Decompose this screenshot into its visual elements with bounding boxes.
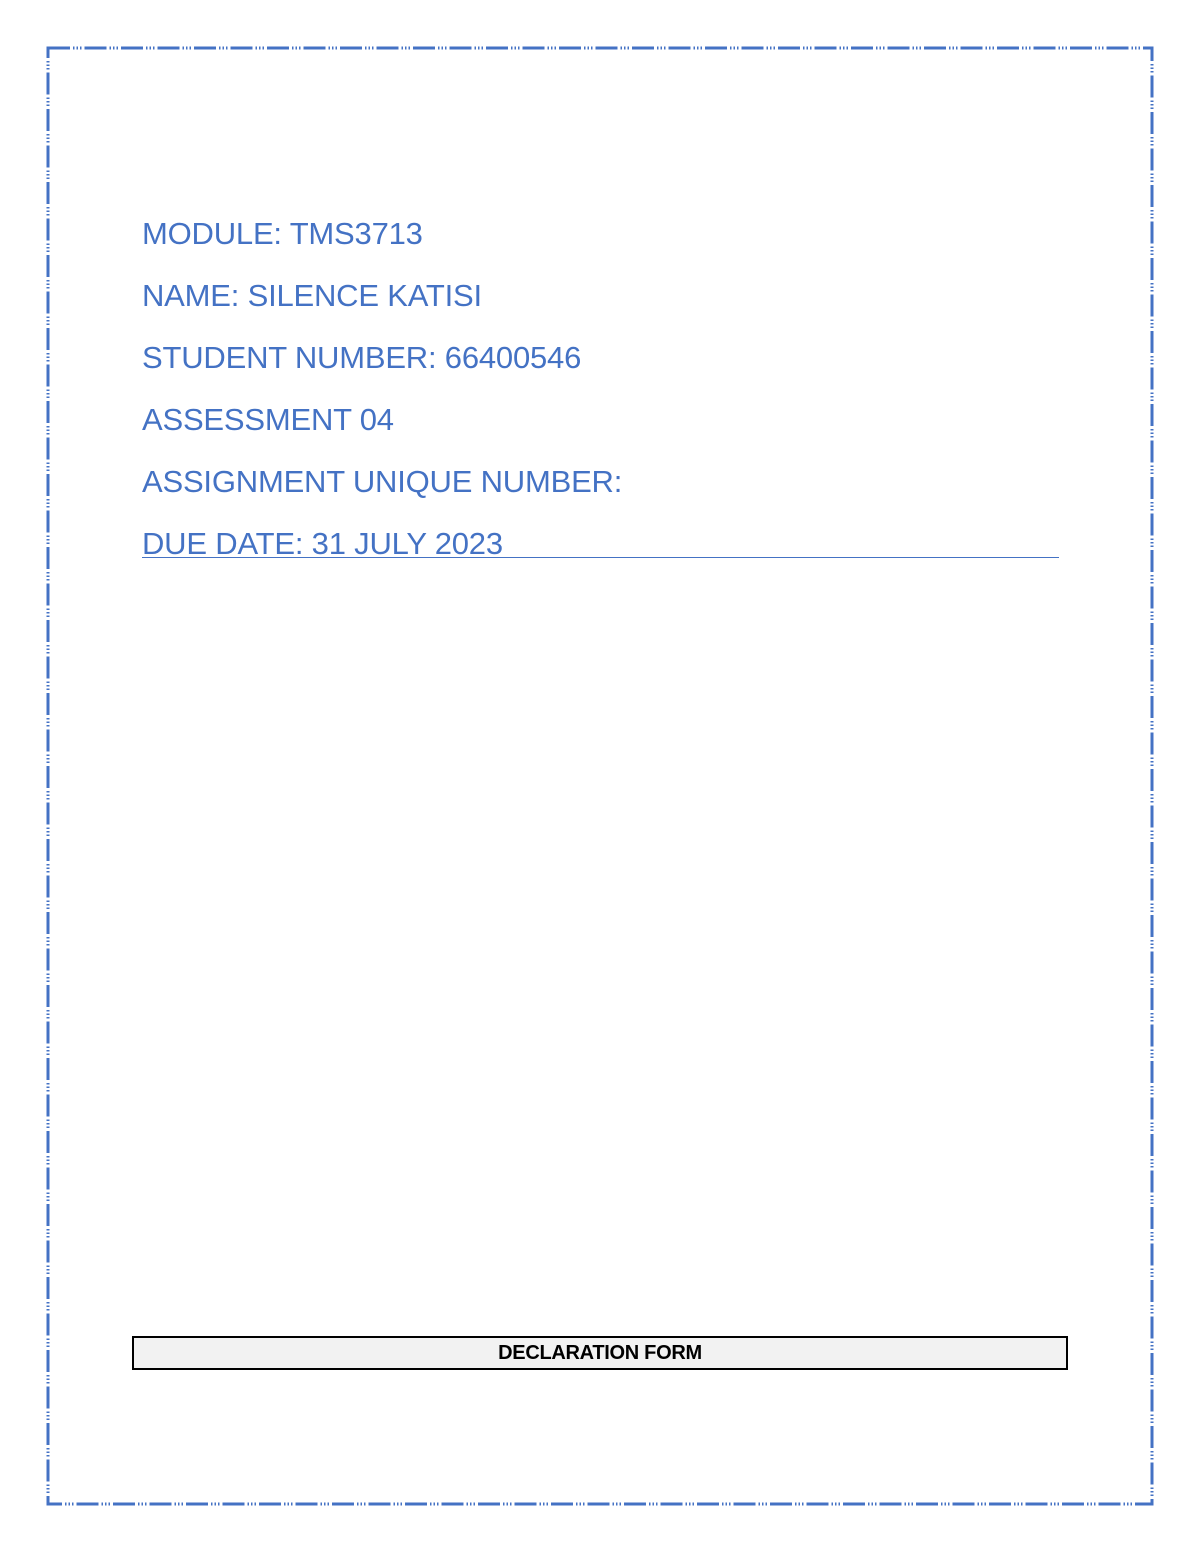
due-date-line: DUE DATE: 31 JULY 2023 — [142, 526, 503, 561]
module-line: MODULE: TMS3713 — [142, 216, 423, 251]
cover-info-block — [142, 203, 1059, 575]
assessment-line: ASSESSMENT 04 — [142, 402, 394, 437]
name-line: NAME: SILENCE KATISI — [142, 278, 482, 313]
declaration-form-header — [132, 1336, 1068, 1370]
student-number-line: STUDENT NUMBER: 66400546 — [142, 340, 582, 375]
declaration-form-title: DECLARATION FORM — [498, 1341, 702, 1364]
cover-divider — [142, 557, 1059, 558]
assignment-unique-number-line: ASSIGNMENT UNIQUE NUMBER: — [142, 464, 623, 499]
